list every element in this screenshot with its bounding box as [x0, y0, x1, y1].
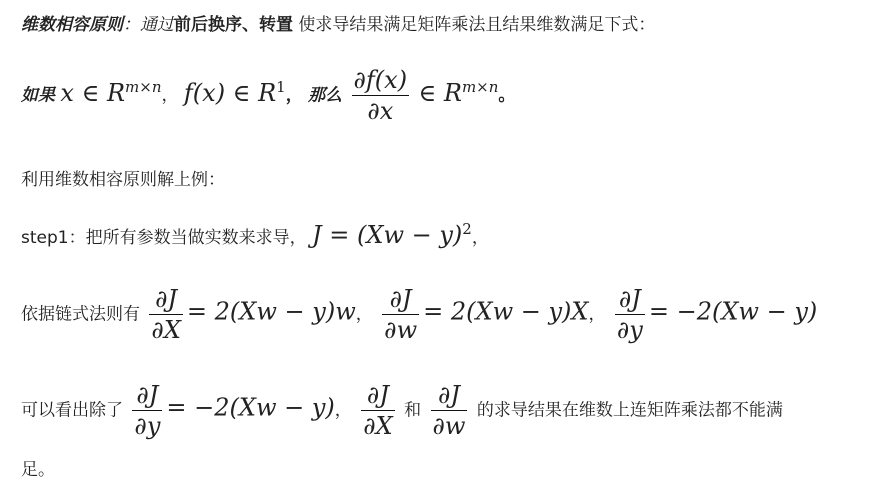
conclusion-end: 足。: [21, 460, 55, 480]
rule-rest: 使求导结果满足矩阵乘法且结果维数满足下式：: [293, 15, 656, 35]
chain-rule-prefix: 依据链式法则有: [21, 304, 140, 325]
dj-dw-rhs: = 2(Xw − y)X: [423, 297, 589, 326]
conclusion-suffix: 的求导结果在维数上连矩阵乘法都不能满: [476, 400, 783, 421]
expr-result-dim: ∈ $R^{m\times n}$: [418, 77, 499, 107]
dj-dy-fraction: $\frac{\partial J}{\partial y}$: [616, 285, 643, 344]
j-definition: $J = (Xw - y)^2$: [312, 220, 472, 249]
dj-dy-rhs-2: = −2(Xw − y): [166, 393, 335, 422]
rule-ops: 前后换序、转置: [174, 15, 293, 35]
example-intro: 利用维数相容原则解上例：: [21, 170, 225, 190]
step1-line: [21, 220, 489, 249]
dj-dx-rhs: = 2(Xw − y)w: [186, 297, 356, 326]
step1-label: step1：把所有参数当做实数来求导，: [21, 228, 307, 248]
sep-3: ，: [334, 400, 352, 421]
conclusion-line: [21, 380, 783, 441]
comma-2: ，: [285, 85, 303, 106]
dj-dy-rhs: = −2(Xw − y): [648, 297, 818, 326]
then-label: 那么: [308, 85, 343, 106]
derivative-fraction: $\frac{\partial f(x)}{\partial x}$: [353, 66, 408, 125]
sep-1: ，: [355, 304, 373, 325]
rule-via: 通过: [140, 15, 174, 35]
expr-fx-in-r: f(x) ∈ $R^1$: [183, 77, 286, 107]
dimension-condition: [21, 65, 515, 126]
dj-dw-fraction: $\frac{\partial J}{\partial w}$: [384, 285, 418, 344]
if-label: 如果: [21, 85, 55, 106]
chain-rule-line: [21, 284, 817, 345]
dj-dx-fraction: $\frac{\partial J}{\partial X}$: [151, 285, 181, 344]
end-mark: 。: [498, 85, 516, 106]
sep-2: ，: [588, 304, 606, 325]
comma-1: ，: [161, 85, 179, 106]
rule-statement: [21, 10, 655, 35]
dj-dy-fraction-2: $\frac{\partial J}{\partial y}$: [134, 381, 161, 440]
dj-dx-fraction-2: $\frac{\partial J}{\partial X}$: [363, 381, 393, 440]
rule-name: 维数相容原则: [21, 15, 123, 35]
rule-sep: ：: [123, 15, 140, 35]
conclusion-prefix: 可以看出除了: [21, 400, 123, 421]
step1-end: ，: [471, 228, 489, 248]
dj-dw-fraction-2: $\frac{\partial J}{\partial w}$: [432, 381, 466, 440]
and-word: 和: [404, 400, 422, 421]
expr-x-in-r: x ∈ $R^{m\times n}$: [60, 77, 162, 107]
